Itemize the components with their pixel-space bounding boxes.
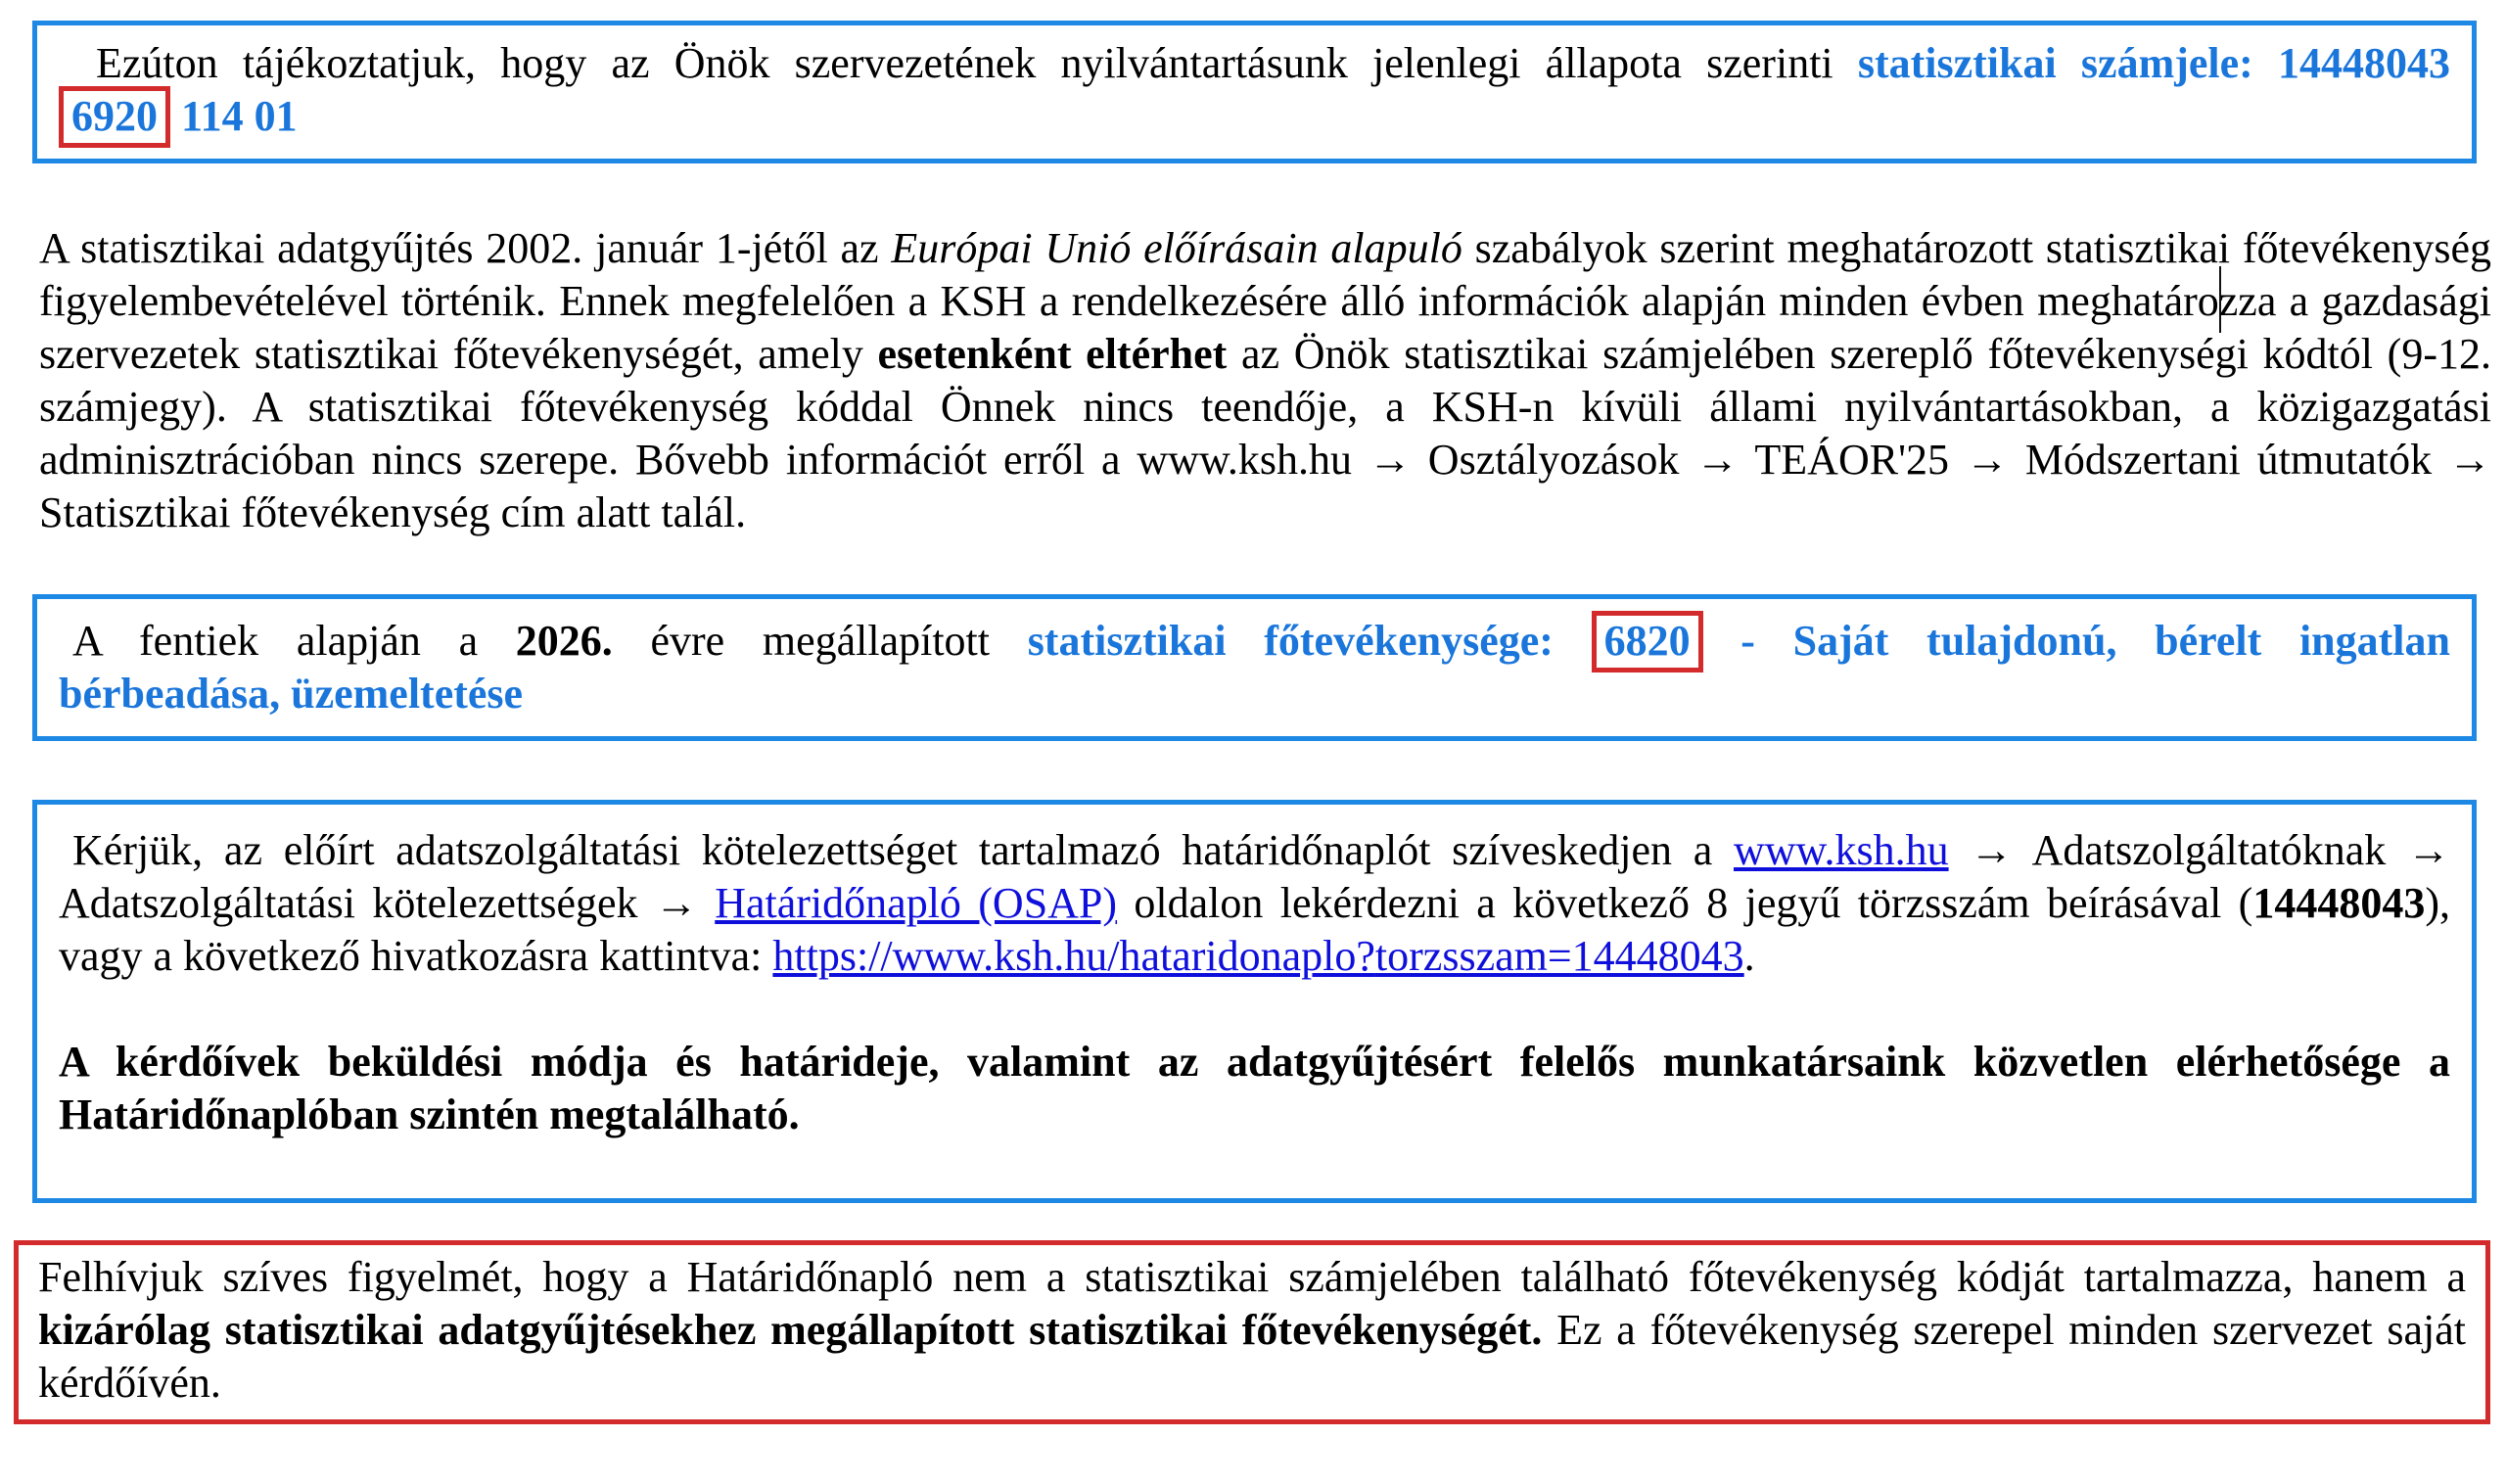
- warning-box: [14, 1240, 2490, 1424]
- statistical-number-paragraph: [59, 37, 2450, 143]
- deadline-calendar-box: [32, 800, 2477, 1203]
- text-run: az Önök statisztikai számjelében szereplő főtevékenységi kódtól (9-12. számjegy). A statisztikai főtevékenység kóddal Önnek nincs teendője, a KSH-n kívüli állami nyilvántartásokban, a közigazgatási adminisztrációban nincs szerepe. Bővebb információt erről a www.ksh.hu → Osztályozások → TEÁOR'25 → Módszertani útmutatók → Statisztikai főtevékenység cím alatt talál.: [39, 330, 2491, 536]
- code-6820-highlight: 6820: [1592, 611, 1703, 672]
- main-activity-paragraph: [59, 615, 2450, 720]
- text-run: oldalon lekérdezni a következő 8 jegyű törzsszám beírásával (: [1117, 879, 2253, 927]
- text-run: → Adatszolgáltatóknak → Adatszolgáltatási kötelezettségek →: [59, 826, 2450, 927]
- text-run: statisztikai főtevékenysége:: [1027, 617, 1592, 665]
- text-run: A fentiek alapján a: [72, 617, 516, 665]
- text-run: 2026.: [515, 617, 613, 665]
- main-activity-box: [32, 594, 2477, 741]
- text-run: - Saját tulajdonú, bérelt ingatlan: [1702, 617, 2450, 665]
- text-line: [59, 37, 2450, 90]
- text-run: kizárólag statisztikai adatgyűjtésekhez megállapított statisztikai főtevékenységét.: [38, 1306, 1543, 1354]
- link-hataridonaplo-url[interactable]: https://www.ksh.hu/hataridonaplo?: [772, 932, 1375, 980]
- warning-paragraph: [38, 1251, 2466, 1410]
- text-run: esetenként eltérhet: [877, 330, 1228, 378]
- deadline-calendar-paragraph: [59, 824, 2450, 983]
- text-run: bérbeadása, üzemeltetése: [59, 670, 524, 718]
- code-6920-highlight: 6920: [59, 86, 170, 148]
- text-run: 14448043: [2252, 879, 2426, 927]
- text-run: Felhívjuk szíves figyelmét, hogy a Határidőnapló nem a statisztikai számjelében található főtevékenység kódját tartalmazza, hanem a: [38, 1253, 2466, 1301]
- text-run: ), vagy a következő hivatkozásra kattintva:: [59, 879, 2450, 980]
- text-run: szabályok szerint meghatározott statisztikai főtevékenység figyelembevételével történik. Ennek megfelelően a KSH a rendelkezésére álló információk alapján minden évben meghatáro: [39, 224, 2492, 325]
- text-line: [59, 615, 2450, 668]
- text-run: Kérjük, az előírt adatszolgáltatási kötelezettséget tartalmazó határidőnaplót szíveskedjen a: [72, 826, 1734, 874]
- text-run: Ez a főtevékenység szerepel minden szervezet saját kérdőívén.: [38, 1306, 2466, 1407]
- text-run: A statisztikai adatgyűjtés 2002. január 1-jétől az: [39, 224, 892, 272]
- questionnaire-info-paragraph: [59, 1036, 2450, 1141]
- text-line: [59, 668, 2450, 720]
- text-run: évre megállapított: [612, 617, 1028, 665]
- link-ksh-hu[interactable]: www.ksh.hu: [1733, 826, 1949, 874]
- intro-paragraph: [39, 222, 2491, 539]
- text-run: .: [1743, 932, 1755, 980]
- link-hataridonaplo-url-torzsszam[interactable]: torzsszam=14448043: [1374, 932, 1744, 980]
- text-run: zza a gazdasági szervezetek statisztikai főtevékenységét, amely: [39, 277, 2491, 378]
- link-hataridonaplo-osap[interactable]: Határidőnapló (OSAP): [715, 879, 1118, 927]
- text-run: Európai Unió előírásain alapuló: [891, 224, 1462, 272]
- text-run: A kérdőívek beküldési módja és határideje, valamint az adatgyűjtésért felelős munkatársaink közvetlen elérhetősége a Határidőnaplóban szintén megtalálható.: [59, 1038, 2450, 1138]
- text-run: Ezúton tájékoztatjuk, hogy az Önök szervezetének nyilvántartásunk jelenlegi állapota szerinti: [96, 39, 1858, 87]
- statistical-number-box: [32, 21, 2477, 163]
- text-run: statisztikai számjele: 14448043: [1857, 39, 2450, 87]
- text-run: 114 01: [170, 92, 298, 140]
- text-line: [59, 90, 2450, 143]
